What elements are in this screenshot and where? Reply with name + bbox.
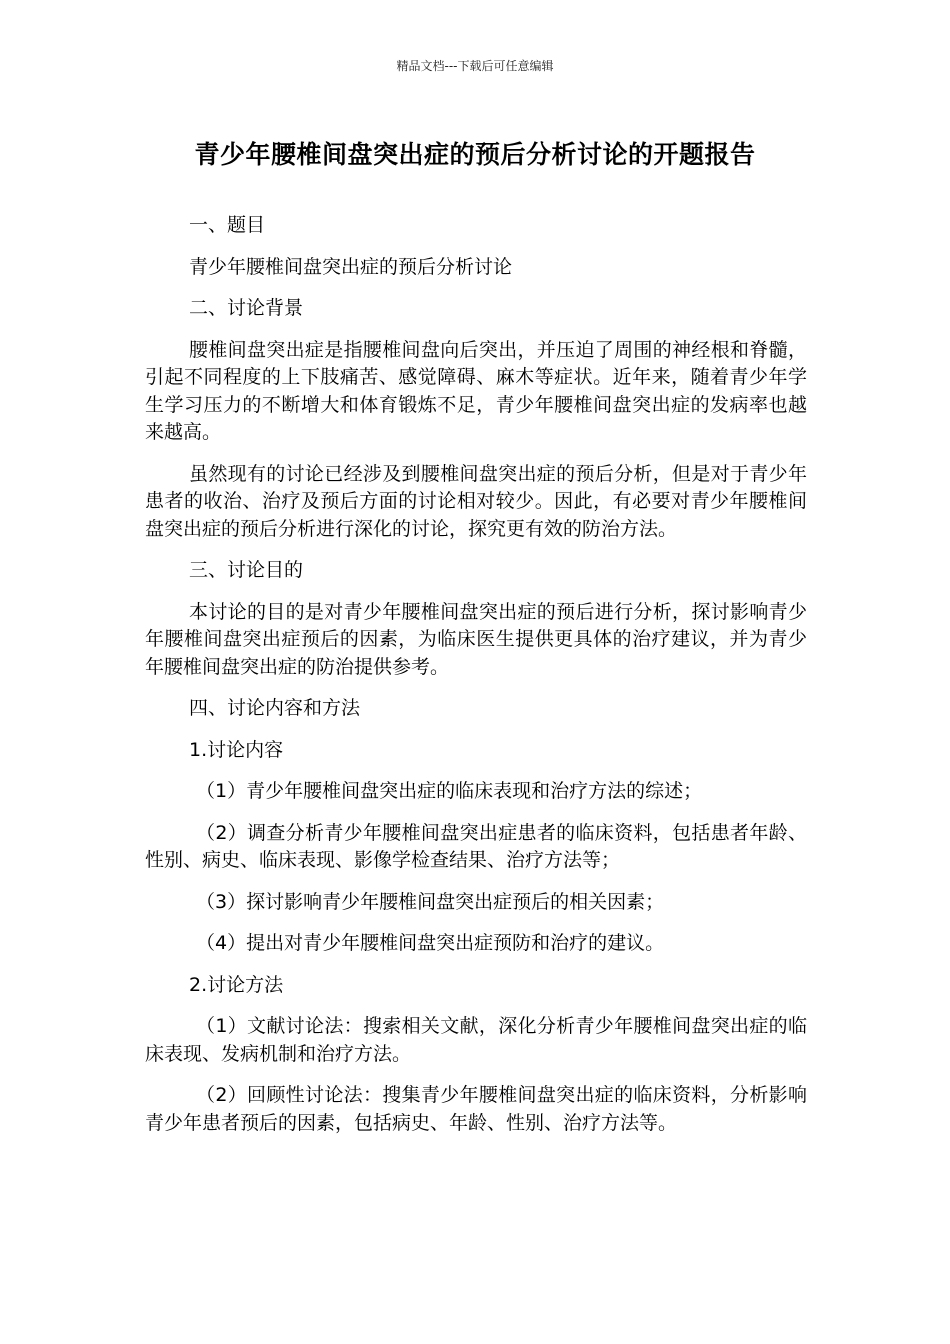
background-paragraph-1: 腰椎间盘突出症是指腰椎间盘向后突出，并压迫了周围的神经根和脊髓，引起不同程度的上下肢痛苦、感觉障碍、麻木等症状。近年来，随着青少年学生学习压力的不断增大和体育锻炼不足，青少年腰椎间盘突出症的发病率也越来越高。 xyxy=(145,338,807,443)
content-item-1: （1）青少年腰椎间盘突出症的临床表现和治疗方法的综述； xyxy=(196,780,703,802)
document-body xyxy=(145,212,807,1151)
background-paragraph-2: 虽然现有的讨论已经涉及到腰椎间盘突出症的预后分析，但是对于青少年患者的收治、治疗及预后方面的讨论相对较少。因此，有必要对青少年腰椎间盘突出症的预后分析进行深化的讨论，探究更有效的防治方法。 xyxy=(145,462,807,540)
section-heading-topic: 一、题目 xyxy=(189,214,266,236)
section-heading-purpose: 三、讨论目的 xyxy=(189,559,304,581)
content-item-2: （2）调查分析青少年腰椎间盘突出症患者的临床资料，包括患者年龄、性别、病史、临床表现、影像学检查结果、治疗方法等； xyxy=(145,821,807,871)
content-item-4: （4）提出对青少年腰椎间盘突出症预防和治疗的建议。 xyxy=(196,932,665,954)
method-item-1: （1）文献讨论法：搜索相关文献，深化分析青少年腰椎间盘突出症的临床表现、发病机制和治疗方法。 xyxy=(145,1015,807,1065)
subheading-content: 1.讨论内容 xyxy=(189,738,284,761)
topic-text: 青少年腰椎间盘突出症的预后分析讨论 xyxy=(189,255,513,278)
purpose-paragraph: 本讨论的目的是对青少年腰椎间盘突出症的预后进行分析，探讨影响青少年腰椎间盘突出症预后的因素，为临床医生提供更具体的治疗建议，并为青少年腰椎间盘突出症的防治提供参考。 xyxy=(145,600,807,678)
section-heading-content-methods: 四、讨论内容和方法 xyxy=(189,697,361,719)
document-title: 青少年腰椎间盘突出症的预后分析讨论的开题报告 xyxy=(194,140,756,169)
content-item-3: （3）探讨影响青少年腰椎间盘突出症预后的相关因素； xyxy=(196,890,665,913)
header-note: 精品文档---下载后可任意编辑 xyxy=(396,59,554,73)
method-item-2: （2）回顾性讨论法：搜集青少年腰椎间盘突出症的临床资料，分析影响青少年患者预后的因素，包括病史、年龄、性别、治疗方法等。 xyxy=(145,1084,807,1134)
subheading-methods: 2.讨论方法 xyxy=(189,973,284,996)
section-heading-background: 二、讨论背景 xyxy=(189,297,304,319)
